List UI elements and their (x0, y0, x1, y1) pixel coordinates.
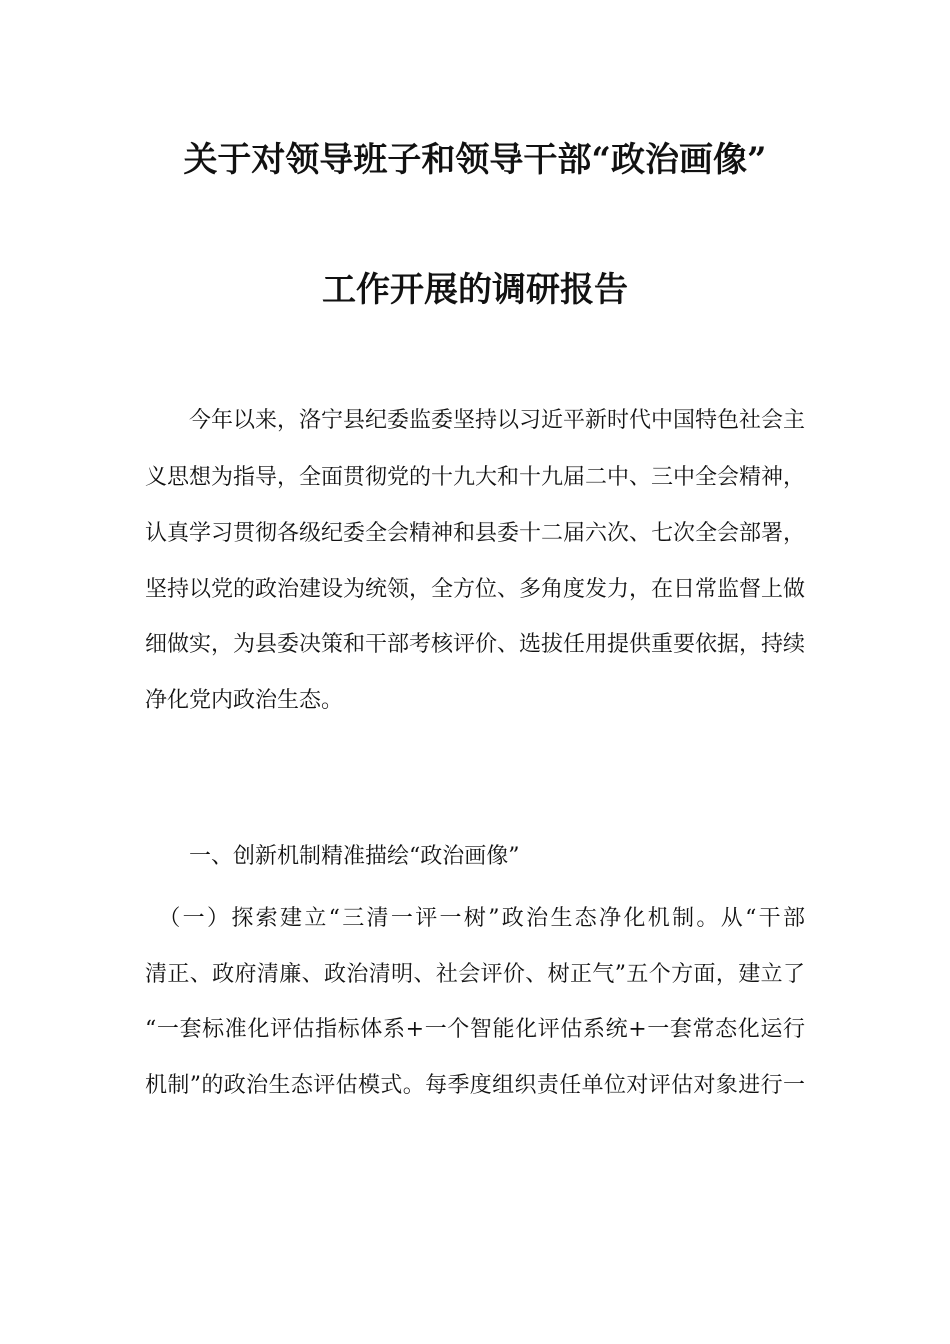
paragraph-line: 机制”的政治生态评估模式。每季度组织责任单位对评估对象进行一 (145, 1073, 805, 1098)
paragraph-line: “一套标准化评估指标体系+一个智能化评估系统+一套常态化运行 (145, 1017, 805, 1042)
paragraph-line: 清正、政府清廉、政治清明、社会评价、树正气”五个方面，建立了 (145, 962, 805, 987)
section-heading: 一、创新机制精准描绘“政治画像” (145, 844, 520, 869)
paragraph-line: 义思想为指导，全面贯彻党的十九大和十九届二中、三中全会精神， (145, 465, 806, 490)
paragraph-line: （一）探索建立“三清一评一树”政治生态净化机制。从“干部 (145, 906, 805, 931)
paragraph-line: 细做实，为县委决策和干部考核评价、选拔任用提供重要依据，持续 (145, 632, 806, 657)
paragraph-line: 净化党内政治生态。 (145, 688, 344, 713)
paragraph-line: 今年以来，洛宁县纪委监委坚持以习近平新时代中国特色社会主 (145, 408, 806, 433)
document-title-line-2: 工作开展的调研报告 (322, 270, 628, 310)
paragraph-line: 认真学习贯彻各级纪委全会精神和县委十二届六次、七次全会部署， (145, 521, 806, 546)
paragraph-line: 坚持以党的政治建设为统领，全方位、多角度发力，在日常监督上做 (145, 577, 806, 602)
document-title-line-1: 关于对领导班子和领导干部“政治画像” (183, 140, 767, 180)
